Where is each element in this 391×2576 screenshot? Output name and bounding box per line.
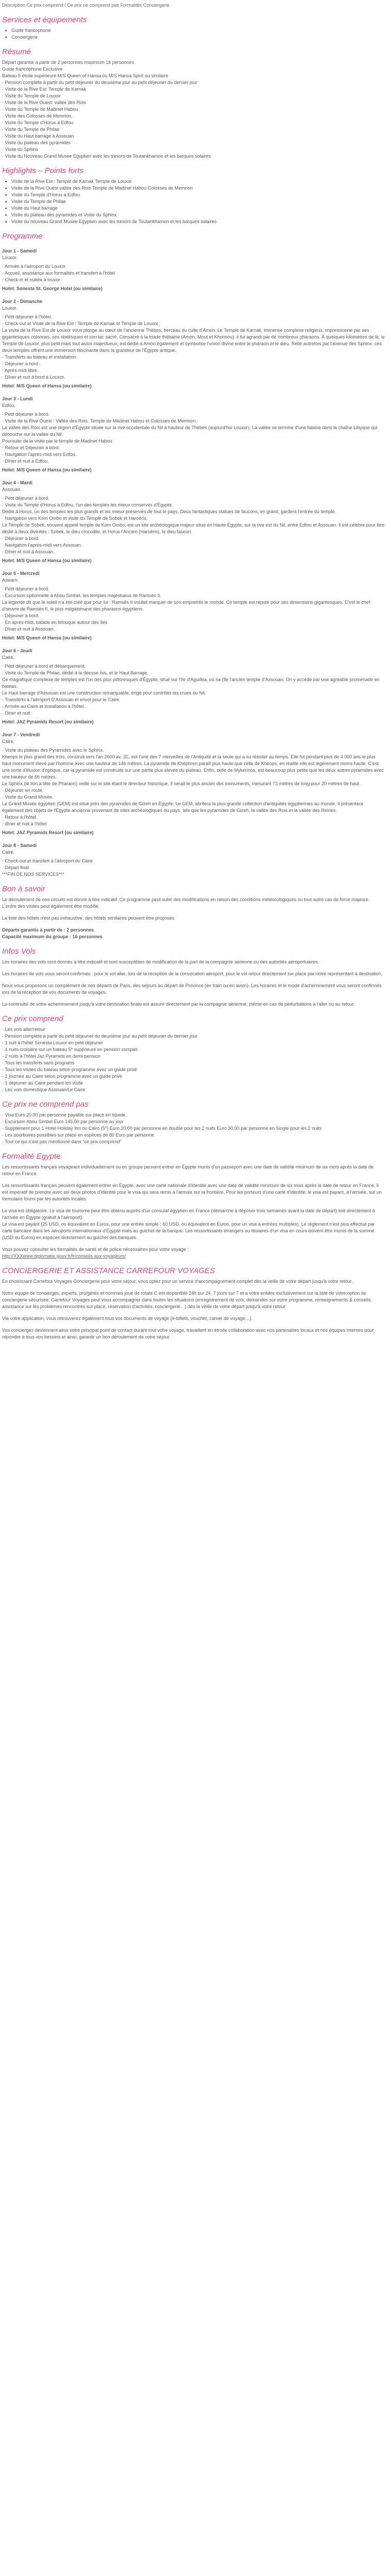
services-item: • Guide francophone bbox=[11, 27, 385, 34]
highlight-item: • Visite de la Rive Est : Temple de Karnak Temple de Louxor bbox=[11, 178, 385, 185]
included-item: · 1 nuit à l'hôtel Sonesta Louxor en petit déjeuner bbox=[2, 1040, 103, 1045]
spacer bbox=[2, 1285, 385, 1290]
conciergerie-block bbox=[2, 1278, 385, 1341]
highlight-item: • Visite du plateau des pyramides et Visite du Sphinx bbox=[11, 212, 385, 218]
day-hotel: Hotel: M/S Queen of Hansa (ou similaire) bbox=[2, 635, 92, 640]
resume-line: Bateau 5 étoile supérieure M/S Queen of Hansa ou M/S Hansa Spirit ou similaire bbox=[2, 73, 169, 78]
day-hotel: Hotel: Sonesta St. George Hotel (ou similaire) bbox=[2, 286, 103, 291]
included-list bbox=[2, 1026, 385, 1093]
day-place: Assouan. bbox=[2, 487, 22, 492]
section-title-formalites: Formalité Egypte bbox=[2, 1152, 61, 1161]
resume-line: · Visite du Nouveau Grand Musee Egyptien avec les tresors de Toutankhamon et les barques solaires bbox=[2, 154, 211, 159]
highlight-item: • Visite de la Rive Ouest vallée des Rois Temple de Madinet Habou Colosses de Memnon bbox=[11, 185, 385, 192]
section-title-conciergerie: CONCIERGERIE ET ASSISTANCE CARREFOUR VOYAGES bbox=[2, 1266, 215, 1275]
day-hotel: Hotel: M/S Queen of Hansa (ou similaire) bbox=[2, 558, 92, 563]
section-title-bon-a-savoir: Bon à savoir bbox=[2, 885, 45, 893]
bon-a-savoir-block bbox=[2, 896, 385, 940]
day-title: Jour 6 - Jeudi bbox=[2, 648, 32, 653]
day-place: Caire. bbox=[2, 739, 15, 744]
formalites-paragraph: Vous pouvez consulter les formalités de santé et de police nécessaires pour votre voyage : bbox=[2, 1247, 189, 1252]
included-item: · 2 nuits à l'hôtel Jaz Pyramids en demi-pension bbox=[2, 1054, 101, 1059]
day-hotel: Hotel: M/S Queen of Hansa (ou similaire) bbox=[2, 467, 92, 472]
services-list bbox=[2, 27, 385, 41]
day-place: Caire. bbox=[2, 655, 15, 660]
resume-block bbox=[2, 59, 385, 160]
programme-days bbox=[2, 248, 385, 878]
highlights-list bbox=[2, 178, 385, 225]
included-item: · Tous les transferts sans programs bbox=[2, 1060, 75, 1065]
diplomatie-link[interactable]: http://XXXwww.diplomatie.gouv.fr/fr/conseils-aux-voyageurs/ bbox=[2, 1253, 126, 1259]
programme-day bbox=[2, 648, 385, 725]
flight-info-paragraph: Les horaires de vols vous seront confirmés : pour le vol aller, lors de la réception de la convocation aéroport, pour le vol retour directement sur place par notre représentant à destination. bbox=[2, 971, 383, 976]
programme-day bbox=[2, 732, 385, 836]
formalites-block bbox=[2, 1164, 385, 1260]
flight-info-paragraph: Nous vous proposons un complément de nos départs de Paris, des séjours au départ de Province (en train ou en avion). Les horaires et le mode d'acheminement vous seront confirmés lors de la réception de vos documents de voyages. bbox=[2, 983, 382, 995]
resume-line: Guide francophone Exclusive bbox=[2, 66, 63, 72]
info-line: La liste des hôtels n'est pas exhaustive, des hôtels similaires peuvent être proposés bbox=[2, 916, 174, 921]
included-item: · 4 nuits croisière sur un bateau 5* supérieure en pension complet bbox=[2, 1047, 138, 1052]
day-title: Jour 1 - Samedi bbox=[2, 248, 37, 253]
conciergerie-paragraph: Notre équipe de concierges, experts, pro/gérés et hommes joue de rotate C est dispontble 24h sur 24, 7 jours sur 7 et a votre entière exclusivement sur la liste de votre option de conciergerie sécurisée. Carrefour Voyages peut vous accompagner dans toutes les situations (enregistrement de vols, demandes sur votre programme, renseignements & conseils, assistance sur les problèmes rencontrés sur place, réservation d'activités, conciergerie…) dès la veille de votre départ jusqu'à votre retour. bbox=[2, 1291, 372, 1309]
services-item: • Conciergerie bbox=[11, 34, 385, 41]
spacer bbox=[2, 910, 385, 915]
day-description: · Check-out et transfert à l'aéroport du Caire · Départ final ***FIN DE NOS SERVICES*** bbox=[2, 858, 93, 877]
programme-day bbox=[2, 396, 385, 473]
section-title-programme: Programme bbox=[2, 232, 43, 241]
spacer bbox=[2, 977, 385, 982]
excluded-item: · Supplément pour 1 Hotel Holiday Inn ou Cairo (5*) Euro 20.00 par personne en double pour les 2 nuits Euro 30.00 par personne en Single pour les 2 nuits bbox=[2, 1126, 322, 1131]
spacer bbox=[2, 1202, 385, 1208]
spacer bbox=[2, 965, 385, 971]
excluded-list bbox=[2, 1112, 385, 1145]
spacer bbox=[2, 1322, 385, 1327]
spacer bbox=[2, 922, 385, 927]
group-capacity: Capacité maximum du groupe : 16 personnes bbox=[2, 934, 103, 939]
conciergerie-paragraph: Vos concierges deviennent ainsi votre principal point de contact durant tout votre voyage, travaillent en étroite collaboration avec nos partenaires locaux et nos équipes internes pour répondre à tous vos besoins et ainsi, garantir un bon déroulement de votre séjour. bbox=[2, 1328, 374, 1340]
day-description: · Petit déjeuner à bord et débarquement. · Visite du Temple de Philae, dédié à la déesse Isis, et le Haut Barrage. Ce magnifique complexe de temples est l'un des plus pittoresques d'Égypte, situé sur l'île d'Aguilkia, où sa (île l'ancien temple d'Assouan. On y accède par une agréable promenade en bateau. Le Haut barrage d'Assouan est une construction remarquable, érigé pour contrôler les crues du Nil. · Transferts à l'aéroport D'Assouan et envol pour le Caire. · Arrivée au Caire et installation à l'hôtel. · Diner et nuit. bbox=[2, 664, 380, 716]
resume-line: · Visite du plateau des pyramides bbox=[2, 140, 71, 145]
formalites-paragraph: Les ressortissants français peuvent également entrer en Égypte, avec une carte nationale d'identité avec une date de validité minimum de six mois après la date de retour en France. Il est impératif de prendre avec soi deux photos d'identité pour le visa qui sera remis à l'arrivée sur la frontière. Pour les porteurs d'une carte d'identité, le visa est payant, à l'arrivée, sur un formulaire fourni par les autorités locales. bbox=[2, 1183, 382, 1201]
conciergerie-paragraph: En choisissant Carrefour Voyages Conciergerie pour votre séjour, vous optez pour un service d'accompagnement complet dès la veille de votre départ jusqu'à votre retour. bbox=[2, 1279, 353, 1284]
day-description: · Petit déjeuner à bord. · Visite de la Rive Ouest : Vallée des Rois, Temple de Madinet Habou et Colosses de Memnon. La vallée des Rois est une région d'Égypte située sur la rive occidentale du Nil à hauteur de Thèbes (aujourd'hui Louxor). La vallée se termine d'une falaise dans le chaîne Libyque qui débouche sur la vallée du Nil. Poursuite de la visite par le temple de Madinet Habou · Retour et Déjeuner à bord. · Navigation l'après-midi vers Edfou. · Dîner et nuit à Edfou. bbox=[2, 412, 378, 464]
included-item: · Tous les visites du bateau selon programme avec un guide privé bbox=[2, 1067, 137, 1072]
flight-info-paragraph: La continuité de votre acheminement jusqu'à votre destination finale est assuré directement par la compagnie aérienne, même en cas de perturbations à l'aller ou au retour. bbox=[2, 1002, 355, 1007]
day-description: · Petit déjeuner à l'hôtel. · Check-out et Visite de la Rive Est : Temple de Karnak et Temple de Louxor. La visite de la Rive Est de Louxor vous plonge au cœur de l'ancienne Thèbes, berceau du culte d'Amon. Le Temple de Karnak, immense complexe religieux, impressionne par ses gigantesques colonnes, ses obélisques et son lac sacré. Consacré à la triade thébaine (Amon, Mout et Khonsou), il fut agrandi par de nombreux pharaons. À quelques kilomètres de là, le Temple de Louxor, plus petit mais tout aussi majestueux, est dédié à Amon également et symbolise l'union divine entre le pharaon et le dieu. Relié autrefois par l'avenue des Sphinx, ces deux temples offrent une immersion fascinante dans la grandeur de l'Égypte antique. · Transferts au bateau et installation. · Déjeuner a bord . · Après-midi libre. · Dîner et nuit à bord à Louxor. bbox=[2, 314, 385, 380]
day-description: · Visite du plateau des Pyramides avec le Sphinx. Kheops le plus grand des trois, construit vers l'an 2600 av. JC, est l'une des 7 merveilles de l'Antiquité et la seule qui a su résister au temps. Elle fut pendant plus de 4 000 ans le plus haut monument élevé par l'homme avec une hauteur de 146 mètres. La pyramide de Khéphren paraît plus haute que celle de Khéops, en réalité elle est légèrement moins haute. C'est une sorte d'illusion d'optique, car la pyramide est construite sur une partie plus élevée du plateau. Enfin, celle de Mykérinos, est beaucoup plus petite que les deux autres pyramides avec une hauteur de 66 mètres. Le Sphinx (le lion à tête de Pharaon) veille sur le site étant le directeur historique. Il serait le plus ancien des monuments, mesurant 73 mètres de long pour 20 mètres de haut. · Déjeuner en route. · Visite du Grand Musée. Le Grand Musée égyptien (GEM) est situé près des pyramides de Gizeh en Egypte. Le GEM, abritera la plus grande collection d'antiquités égyptiennes au monde. Il présentera également des objets de l'Égypte ancienne provenant de sites archéologiques du pays, tels que les pyramides de Gizeh, la vallée des Rois et la vallée des Reines. · Retour à l'hôtel. · dîner et nuit à l'hôtel bbox=[2, 748, 384, 826]
section-title-ne-comprend-pas: Ce prix ne comprend pas bbox=[2, 1100, 89, 1109]
day-description: · Petit déjeuner à bord. · Visite du Temple d'Horus à Edfou, l'un des temples les mieux conservés d'Égypte. Dédié à Horus, un des temples les plus grands et les mieux préservés de tout le pays. Deux fantastiques statues de faucons, en granit, gardent l'entrée du temple. · Navigation vers Kom Ombo et visite du Temple de Sobek et Haroéris. Le Temple de Sobek, souvent appelé temple de Kom Ombo, est un site archéologique majeur situé en Haute-Égypte, sur la rive est du Nil, entre Edfou et Assouan. Il est célèbre pour être dédié à deux divinités : Sobek, le dieu crocodile, et Horus l'Ancien (Haroéris), le dieu faucon. · Déjeuner à bord. · Navigation l'après-midi vers Assouan. · Dîner et nuit à Assouan. bbox=[2, 496, 385, 554]
day-title: Jour 8 - Samedi bbox=[2, 843, 37, 848]
included-item: · 1 déjeuner au Caire pendant les visite bbox=[2, 1080, 83, 1086]
day-title: Jour 5 - Mercredi bbox=[2, 571, 40, 576]
section-title-services: Services et équipements bbox=[2, 15, 87, 24]
programme-day bbox=[2, 842, 385, 878]
resume-line: · Visite des Colosses de Memnon, bbox=[2, 113, 73, 118]
resume-line: · Visite de la Rive Est: Temple de Karnak bbox=[2, 87, 86, 92]
highlight-item: • Visite du Temple d'Horus à Edfou bbox=[11, 192, 385, 198]
resume-line: · Visite du Sphinx bbox=[2, 147, 38, 152]
info-line: Le déroulement de nos circuits est donné à titre indicatif. Ce programme peut subir des modifications en raison des conditions météorologiques ou tout autre cas de force majeure. L'ordre des visites peut également être modifié. bbox=[2, 897, 370, 909]
included-item: · Les vols aller/retour bbox=[2, 1027, 46, 1032]
spacer bbox=[2, 1241, 385, 1246]
section-title-highlights: Highlights – Points forts bbox=[2, 166, 84, 175]
highlight-item: • Visite du nouveau Grand Musee Egyptien avec les tresors de Toutankhamon et les barques solaires bbox=[11, 218, 385, 225]
resume-line: · Visite du Temple de Louxor bbox=[2, 93, 61, 98]
resume-line: Départ garantie à partir de 2 personnes maximum 16 personnes bbox=[2, 60, 134, 65]
day-title: Jour 7 - Vendredi bbox=[2, 732, 40, 737]
excluded-item: · Les pourboires possibles sur place en espèces de 80 Euro par personne bbox=[2, 1132, 154, 1138]
day-place: Louxor. bbox=[2, 255, 18, 260]
programme-day bbox=[2, 298, 385, 389]
day-title: Jour 3 - Lundi bbox=[2, 396, 33, 401]
day-hotel: Hotel: JAZ Pyramids Resort (ou similaire) bbox=[2, 719, 94, 724]
formalites-paragraph: Le visa est obligatoire. Le visa de tourisme peut être obtenu auprès d'un consulat égyptien en France (démarche à déposer trois semaines avant la date de départ) soit directement à l'arrivée en Égypte (gratuit à l'aéroport). Le visa est payant (25 USD, ou équivalent en Euros, pour une entrée simple ; 60 USD, ou équivalent en Euros, pour un visa à entrées multiples). Le règlement n'est plus effectué par carte bancaire dans les aéroports internationaux d'Égypte mais au guichet de la banque. Les ressortissants étrangers ou titulaires d'un visa en cours doivent être munis de la somme (USD ou Euros) en espèces directement au guichet des banques. bbox=[2, 1208, 375, 1240]
programme-day bbox=[2, 248, 385, 292]
spacer bbox=[2, 1177, 385, 1182]
resume-line: · Visite de la Rive Ouest: vallée des Rois bbox=[2, 100, 86, 105]
included-item: · Les vols domestique Assouan/Le Caire bbox=[2, 1087, 86, 1092]
resume-line: · Pension complète à partir du petit déjeuner du deuxième jour au petit déjeuner du dernier jour bbox=[2, 80, 198, 85]
excluded-item: · Excursion Abou Simbel Euro 145.00 par personne au jour bbox=[2, 1119, 124, 1124]
formalites-paragraph: Les ressortissants français voyageant individuellement ou en groupe peuvent entrer en Égypte munis d'un passeport avec une date de validité minimum de six mois après la date de retour en France. bbox=[2, 1164, 374, 1176]
flight-info-paragraph: Les horaires des vols sont donnés à titre indicatif et sont susceptibles de modification de la part de la compagnie aérienne ou des autorités aéroportuaires. bbox=[2, 959, 319, 964]
highlight-item: • Visite du Temple de Philae bbox=[11, 198, 385, 205]
section-title-ce-prix-comprend: Ce prix comprend bbox=[2, 1014, 63, 1023]
day-description: · Arrivée à l'aéroport du Louxor · Accueil, assistance aux formalités et transfert à l'hôtel · Check-in et nuitée à louxor bbox=[2, 264, 115, 282]
excluded-item: · Visa Euro 20.00 par personne payable sur place en liquide bbox=[2, 1112, 125, 1117]
excluded-item: · Tout ce qui n'est pas mentionné dans "ce prix comprend" bbox=[2, 1139, 122, 1144]
day-description: · Petit déjeuner à bord. · Excursion optionnelle à Abou Simbel, les temples majestueux de Ramsès II. La légende dit que le soleil n'a été créé que pour lui : Ramsès II voulait marquer de son empreinte le monde. Ce temple est réputé pour ses dimensions gigantesques. C'est le chef-d'œuvre de Ramsès II, le plus mégalomane des pharaons égyptiens. · Déjeuner à bord. · En après-midi, balade en felouque autour des îles · Dîner et nuit à Assouan. bbox=[2, 586, 372, 632]
spacer bbox=[2, 1310, 385, 1315]
day-title: Jour 2 - Dimanche bbox=[2, 299, 43, 304]
day-place: Louxor. bbox=[2, 306, 18, 311]
included-item: · Pension complète à partir du petit déjeuner du deuxième jour au petit déjeuner du dernier jour bbox=[2, 1033, 198, 1039]
day-hotel: Hotel: JAZ Pyramids Resort (ou similaire) bbox=[2, 830, 94, 835]
section-title-resume: Résumé bbox=[2, 47, 31, 56]
resume-line: · Visite du Temple de Philae bbox=[2, 127, 60, 132]
programme-day bbox=[2, 570, 385, 641]
highlight-item: • Visite du Haut barrage bbox=[11, 205, 385, 212]
included-item: · 1 journée au Caire selon programme avec un guide privé bbox=[2, 1074, 122, 1079]
section-title-infos-vols: Infos Vols bbox=[2, 947, 36, 956]
day-place: Aswam. bbox=[2, 578, 19, 583]
top-nav-line: Description Ce prix comprend / Ce prix ne comprend pas Formalités Conciergerie bbox=[2, 3, 170, 8]
departure-info: Départs garantis à partir de : 2 personnes bbox=[2, 927, 94, 933]
day-place: Caire. bbox=[2, 850, 15, 855]
conciergerie-paragraph: Via votre application, vous retrouverez également tous vos documents de voyage (e-billets, voucher, carnet de voyage…). bbox=[2, 1316, 253, 1321]
programme-day bbox=[2, 480, 385, 564]
resume-line: · Visite du Temple de Madinet Habou bbox=[2, 107, 78, 112]
resume-line: · Visite du Temple d'Horus à Edfou bbox=[2, 120, 73, 125]
spacer bbox=[2, 996, 385, 1001]
day-title: Jour 4 - Mardi bbox=[2, 480, 33, 485]
day-hotel: Hotel: M/S Queen of Hansa (ou similaire) bbox=[2, 383, 92, 388]
resume-line: · Visite du Haut barrage à Assouan bbox=[2, 133, 74, 139]
day-place: Edfou. bbox=[2, 403, 16, 408]
infos-vols-block bbox=[2, 959, 385, 1008]
